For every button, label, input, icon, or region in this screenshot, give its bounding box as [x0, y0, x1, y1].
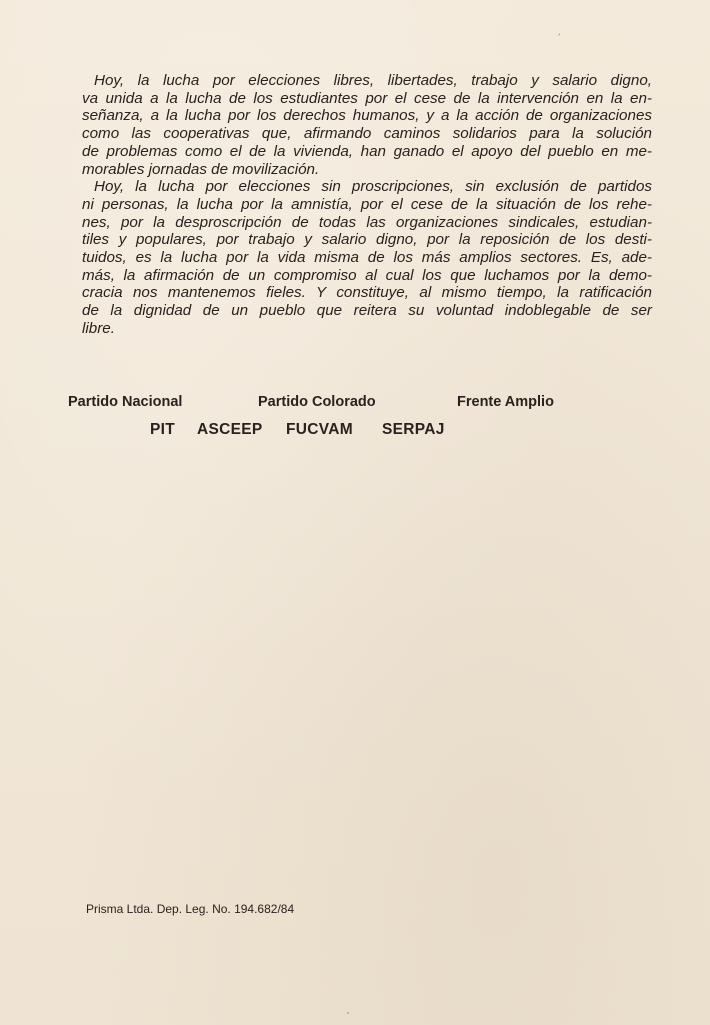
paragraph-elections-students [82, 72, 652, 178]
signatory-frente-amplio: Frente Amplio [457, 394, 554, 410]
paper-speck: ˋ [346, 1010, 350, 1024]
manifesto-text [82, 72, 652, 338]
text-line: como las cooperativas que, afirmando caminos solidarios para la solución [82, 125, 652, 143]
paper-speck: ˏ [557, 22, 561, 36]
signatory-pit: PIT [150, 421, 176, 438]
text-line: señanza, a la lucha por los derechos humanos, y a la acción de organizaciones [82, 107, 652, 125]
text-line: tuidos, es la lucha por la vida misma de los más amplios sectores. Es, ade- [82, 249, 652, 267]
printer-imprint: Prisma Ltda. Dep. Leg. No. 194.682/84 [86, 902, 295, 916]
text-line: libre. [82, 319, 115, 337]
paragraph-proscriptions-amnesty [82, 178, 652, 337]
signatory-serpaj: SERPAJ [382, 421, 445, 438]
text-line: Hoy, la lucha por elecciones libres, libertades, trabajo y salario digno, [94, 72, 652, 89]
signatory-fucvam: FUCVAM [286, 421, 353, 438]
text-line: cracia nos mantenemos fieles. Y constituye, al mismo tiempo, la ratificación [82, 284, 652, 302]
text-line: de problemas como el de la vivienda, han ganado el apoyo del pueblo en me- [82, 142, 652, 160]
show-through-texture [58, 330, 658, 880]
signatory-partido-colorado: Partido Colorado [258, 394, 376, 410]
text-line: morables jornadas de movilización. [82, 160, 320, 178]
text-line: Hoy, la lucha por elecciones sin proscripciones, sin exclusión de partidos [94, 178, 652, 196]
signatory-partido-nacional: Partido Nacional [68, 394, 183, 410]
text-line: tiles y populares, por trabajo y salario digno, por la reposición de los desti- [82, 231, 652, 249]
text-line: de la dignidad de un pueblo que reitera su voluntad indoblegable de ser [82, 302, 652, 320]
text-line: ni personas, la lucha por la amnistía, por el cese de la situación de los rehe- [82, 195, 652, 213]
text-line: va unida a la lucha de los estudiantes por el cese de la intervención en la en- [82, 89, 652, 107]
text-line: más, la afirmación de un compromiso al cual los que luchamos por la demo- [82, 266, 652, 284]
text-line: nes, por la desproscripción de todas las organizaciones sindicales, estudian- [82, 213, 652, 231]
signatory-asceep: ASCEEP [197, 421, 263, 438]
